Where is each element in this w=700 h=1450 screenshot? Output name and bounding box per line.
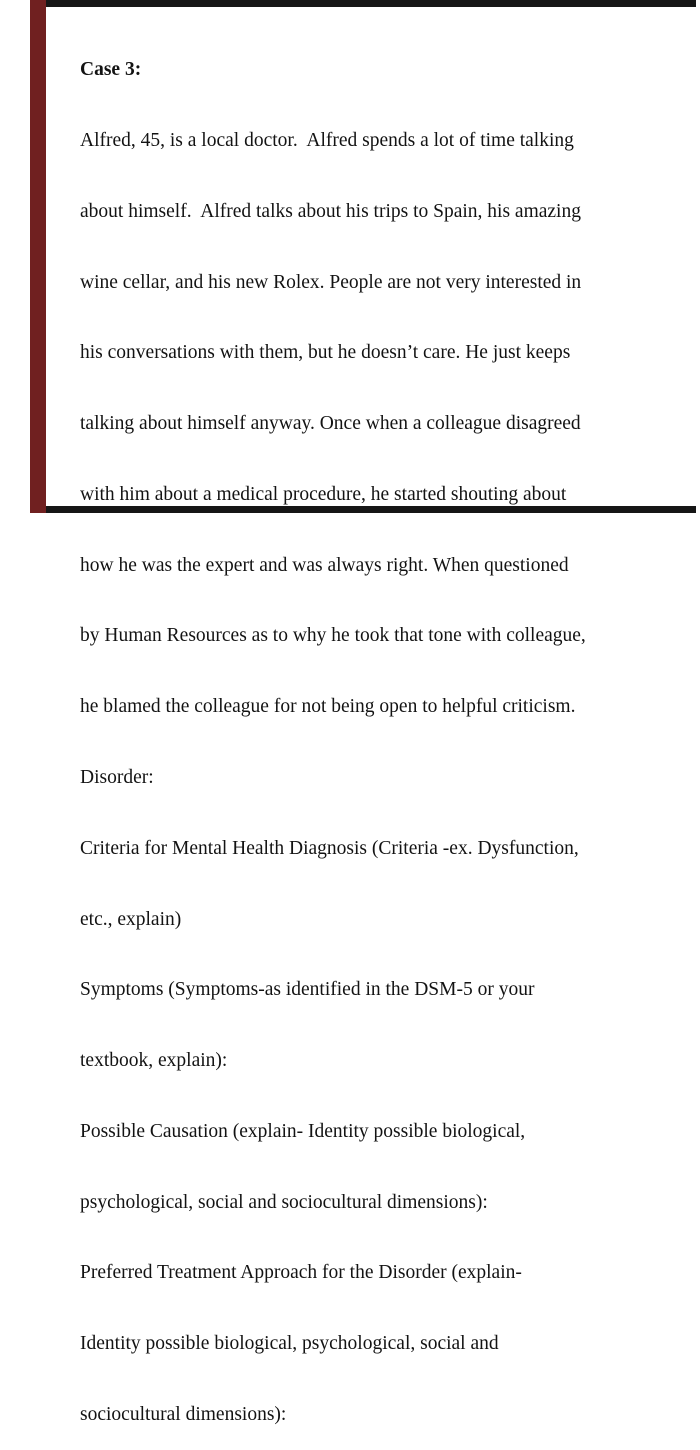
- case-line: about himself. Alfred talks about his trips to Spain, his amazing: [80, 200, 581, 222]
- case-line: wine cellar, and his new Rolex. People are not very interested in: [80, 271, 582, 293]
- case-heading: Case 3:: [80, 59, 142, 81]
- case-line: Possible Causation (explain- Identity possible biological,: [80, 1120, 526, 1142]
- case-line: his conversations with them, but he doesn’t care. He just keeps: [80, 342, 571, 364]
- case-line: talking about himself anyway. Once when a colleague disagreed: [80, 413, 581, 435]
- case-line: psychological, social and sociocultural dimensions):: [80, 1191, 488, 1213]
- case-line: how he was the expert and was always right. When questioned: [80, 554, 569, 576]
- case-text-block: [80, 11, 660, 1450]
- case-line: Criteria for Mental Health Diagnosis (Criteria -ex. Dysfunction,: [80, 837, 579, 859]
- case-line: sociocultural dimensions):: [80, 1404, 287, 1426]
- case-line: Symptoms (Symptoms-as identified in the DSM-5 or your: [80, 979, 535, 1001]
- case-line: with him about a medical procedure, he started shouting about: [80, 483, 567, 505]
- left-border-bar: [30, 0, 46, 513]
- case-line: by Human Resources as to why he took that tone with colleague,: [80, 625, 586, 647]
- case-line: textbook, explain):: [80, 1050, 228, 1072]
- case-line: Alfred, 45, is a local doctor. Alfred spends a lot of time talking: [80, 129, 574, 151]
- case-line: Preferred Treatment Approach for the Disorder (explain-: [80, 1262, 522, 1284]
- case-line: Disorder:: [80, 767, 154, 788]
- case-line: he blamed the colleague for not being open to helpful criticism.: [80, 696, 576, 718]
- case-line: etc., explain): [80, 908, 182, 930]
- top-border-bar: [46, 0, 696, 7]
- case-line: Identity possible biological, psychological, social and: [80, 1333, 499, 1355]
